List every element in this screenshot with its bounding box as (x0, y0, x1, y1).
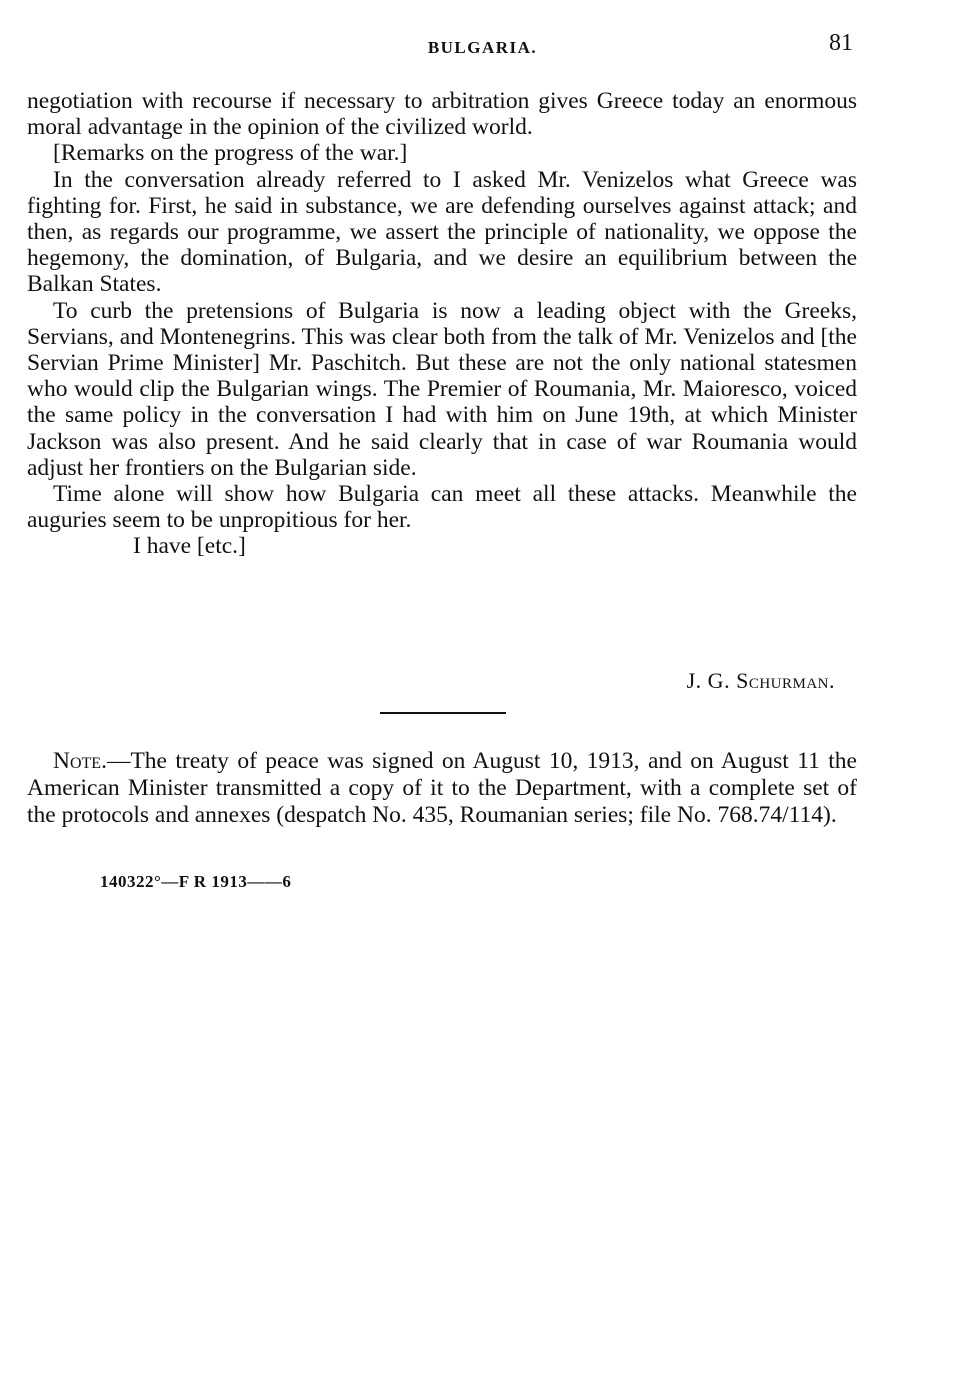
signature (687, 668, 835, 694)
paragraph-venizelos: In the conversation already referred to I asked Mr. Venizelos what Greece was fighting for. First, he said in substance, we are defending ourselves against attack; and then, as regards our programme, we assert the principle of nationality, we oppose the hegemony, the domination, of Bulgaria, and we desire an equilibrium between the Balkan States. (27, 166, 857, 298)
body-text (27, 88, 857, 560)
footnote (27, 748, 857, 829)
note-label: Note. (53, 748, 107, 774)
paragraph-time: Time alone will show how Bulgaria can meet all these attacks. Meanwhile the auguries seem to be unpropitious for her. (27, 481, 857, 534)
paragraph-bulgaria: To curb the pretensions of Bulgaria is now a leading object with the Greeks, Servians, and Montenegrins. This was clear both from the talk of Mr. Venizelos and [the Servian Prime Minister] Mr. Paschitch. But these are not the only national statesmen who would clip the Bulgarian wings. The Premier of Roumania, Mr. Maioresco, voiced the same policy in the conversation I had with him on June 19th, at which Minister Jackson was also present. And he said clearly that in case of war Roumania would adjust her frontiers on the Bulgarian side. (27, 297, 857, 481)
paragraph-continued: negotiation with recourse if necessary to arbitration gives Greece today an enormous moral advantage in the opinion of the civilized world. (27, 88, 857, 141)
signature-initials: J. G. (686, 668, 737, 693)
page-number: 81 (829, 30, 853, 56)
printer-imprint: 140322°—F R 1913——6 (100, 872, 292, 891)
running-head: BULGARIA. (427, 38, 538, 57)
signature-name: Schurman. (736, 668, 835, 693)
closing-line: I have [etc.] (133, 533, 246, 560)
section-divider (380, 712, 506, 714)
editorial-remark: [Remarks on the progress of the war.] (53, 140, 408, 167)
note-text: —The treaty of peace was signed on August 10, 1913, and on August 11 the American Minister transmitted a copy of it to the Department, with a complete set of the protocols and annexes (despatch No. 435, Roumanian series; file No. 768.74/114). (27, 748, 857, 828)
